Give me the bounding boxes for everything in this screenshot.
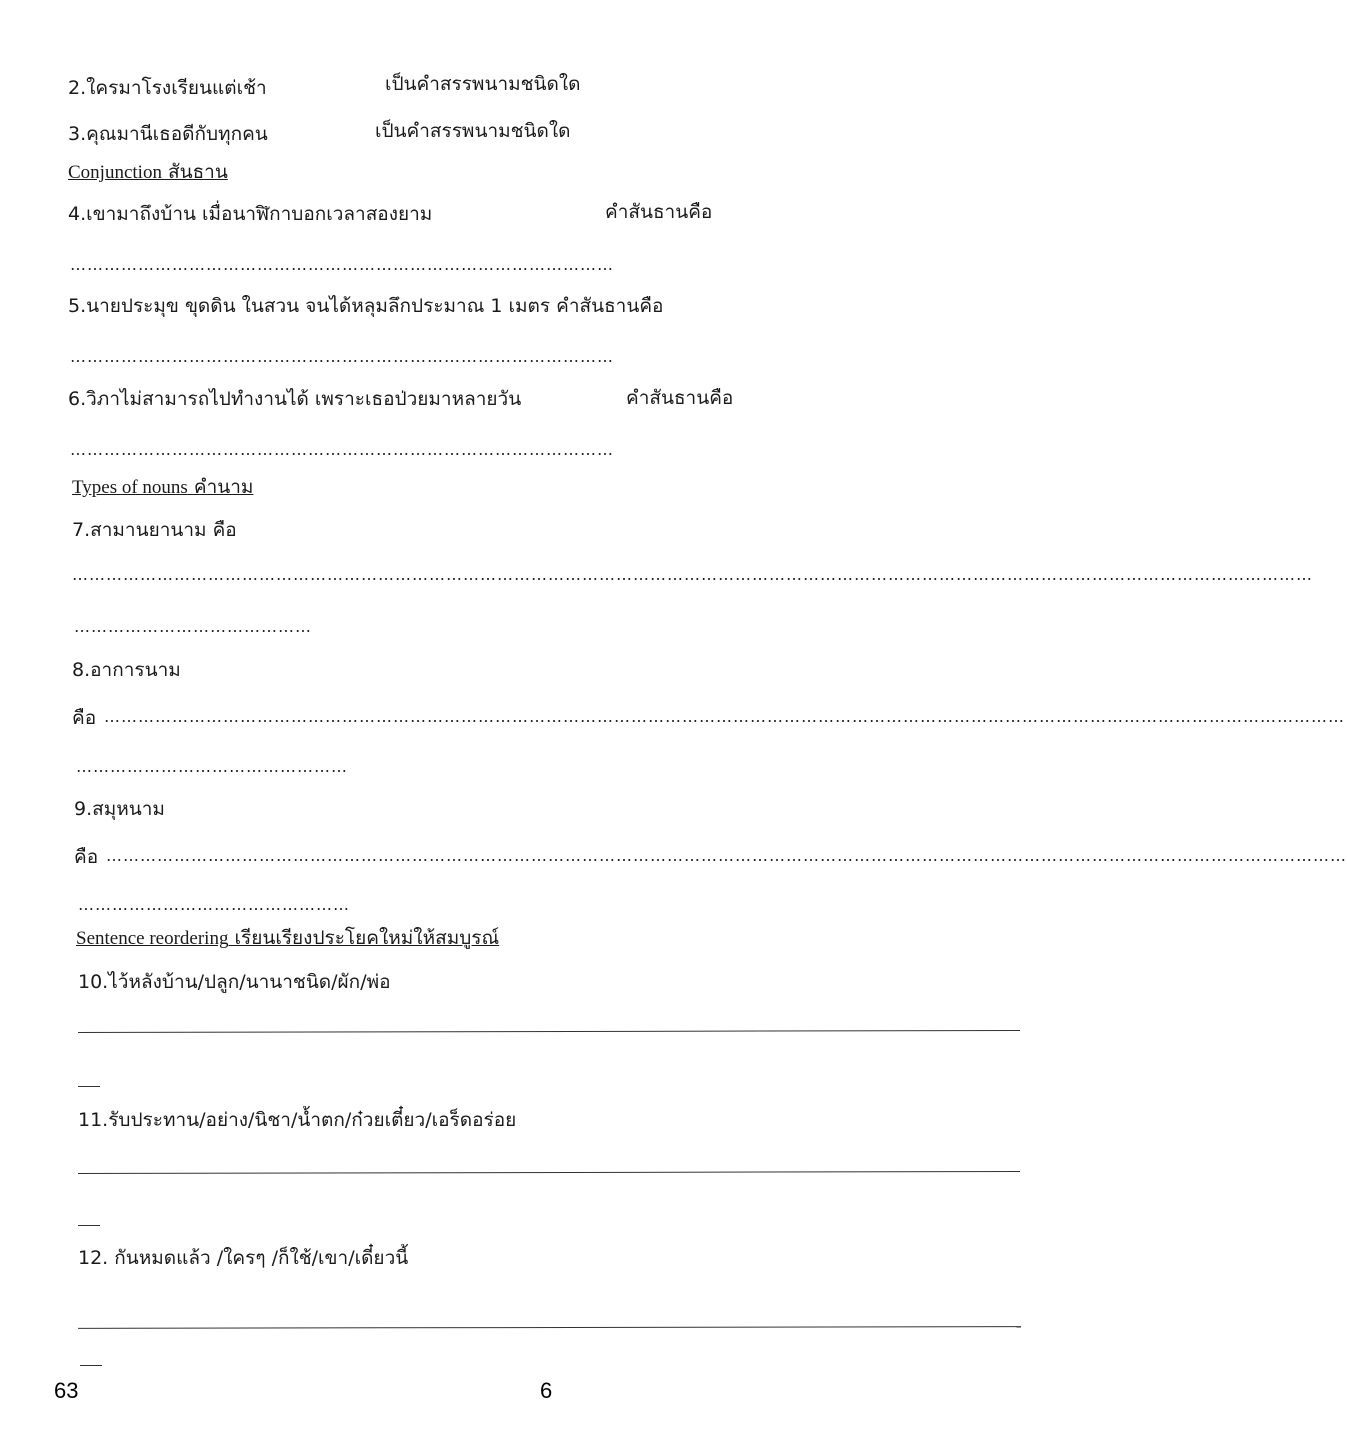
- answer-dots-8a: …………………………………………………………………………………………………………………………………………………………………………………………………: [104, 707, 1345, 726]
- answer-dots-7b: ……………………………………: [74, 617, 312, 636]
- conjunction-heading-th: สันธาน: [168, 161, 228, 183]
- question-6-suffix: คำสันธานคือ: [626, 387, 734, 409]
- answer-dash-11: [78, 1225, 100, 1226]
- answer-dots-6: ……………………………………………………………………………………: [70, 440, 614, 459]
- answer-dash-10: [78, 1086, 100, 1087]
- answer-dots-4: ……………………………………………………………………………………: [70, 255, 614, 274]
- question-8: 8.อาการนาม: [72, 659, 181, 681]
- question-9: 9.สมุหนาม: [74, 798, 165, 820]
- nouns-heading-en: Types of nouns: [72, 477, 188, 498]
- reorder-heading-en: Sentence reordering: [76, 928, 229, 949]
- question-4-suffix: คำสันธานคือ: [605, 201, 713, 223]
- question-8-answer-prefix: คือ: [72, 707, 97, 729]
- answer-dots-7a: …………………………………………………………………………………………………………………………………………………………………………………………………: [72, 565, 1313, 584]
- reorder-heading: [76, 926, 499, 951]
- reorder-heading-th: เรียนเรียงประโยคใหม่ให้สมบูรณ์: [234, 927, 500, 949]
- question-12: 12. กันหมดแล้ว /ใครๆ /ก็ใช้/เขา/เดี๋ยวนี้: [78, 1247, 409, 1269]
- question-9-answer-prefix: คือ: [74, 846, 99, 868]
- answer-line-10: [78, 1030, 1020, 1033]
- answer-dash-12: [80, 1365, 102, 1366]
- question-6: 6.วิภาไม่สามารถไปทำงานได้ เพราะเธอป่วยมาหลายวัน: [68, 388, 522, 410]
- nouns-heading: [72, 475, 253, 500]
- question-2-suffix: เป็นคำสรรพนามชนิดใด: [385, 73, 581, 95]
- conjunction-heading: [68, 160, 228, 185]
- conjunction-heading-en: Conjunction: [68, 162, 162, 183]
- question-3-suffix: เป็นคำสรรพนามชนิดใด: [375, 120, 571, 142]
- question-11: 11.รับประทาน/อย่าง/นิชา/น้ำตก/ก๋วยเตี๋ยว/เอร็ดอร่อย: [78, 1109, 517, 1131]
- question-2: [68, 76, 267, 100]
- question-7: 7.สามานยานาม คือ: [72, 519, 237, 541]
- answer-dots-9b: …………………………………………: [78, 895, 350, 914]
- question-10: 10.ไว้หลังบ้าน/ปลูก/นานาชนิด/ผัก/พ่อ: [78, 971, 391, 993]
- question-5: 5.นายประมุข ขุดดิน ในสวน จนได้หลุมลึกประมาณ 1 เมตร คำสันธานคือ: [68, 295, 664, 317]
- question-4: 4.เขามาถึงบ้าน เมื่อนาฬิกาบอกเวลาสองยาม: [68, 203, 433, 225]
- answer-dots-9a: …………………………………………………………………………………………………………………………………………………………………………………………………: [106, 846, 1347, 865]
- nouns-heading-th: คำนาม: [193, 476, 254, 498]
- answer-dots-8b: …………………………………………: [76, 757, 348, 776]
- answer-line-11: [78, 1171, 1020, 1174]
- answer-line-12: [78, 1326, 1021, 1329]
- footer-left-number: 63: [54, 1378, 79, 1403]
- question-2-text: 2.ใครมาโรงเรียนแต่เช้า: [68, 77, 267, 99]
- page-number: 6: [540, 1378, 553, 1403]
- question-3: 3.คุณมานีเธอดีกับทุกคน: [68, 123, 268, 145]
- answer-dots-5: ……………………………………………………………………………………: [70, 347, 614, 366]
